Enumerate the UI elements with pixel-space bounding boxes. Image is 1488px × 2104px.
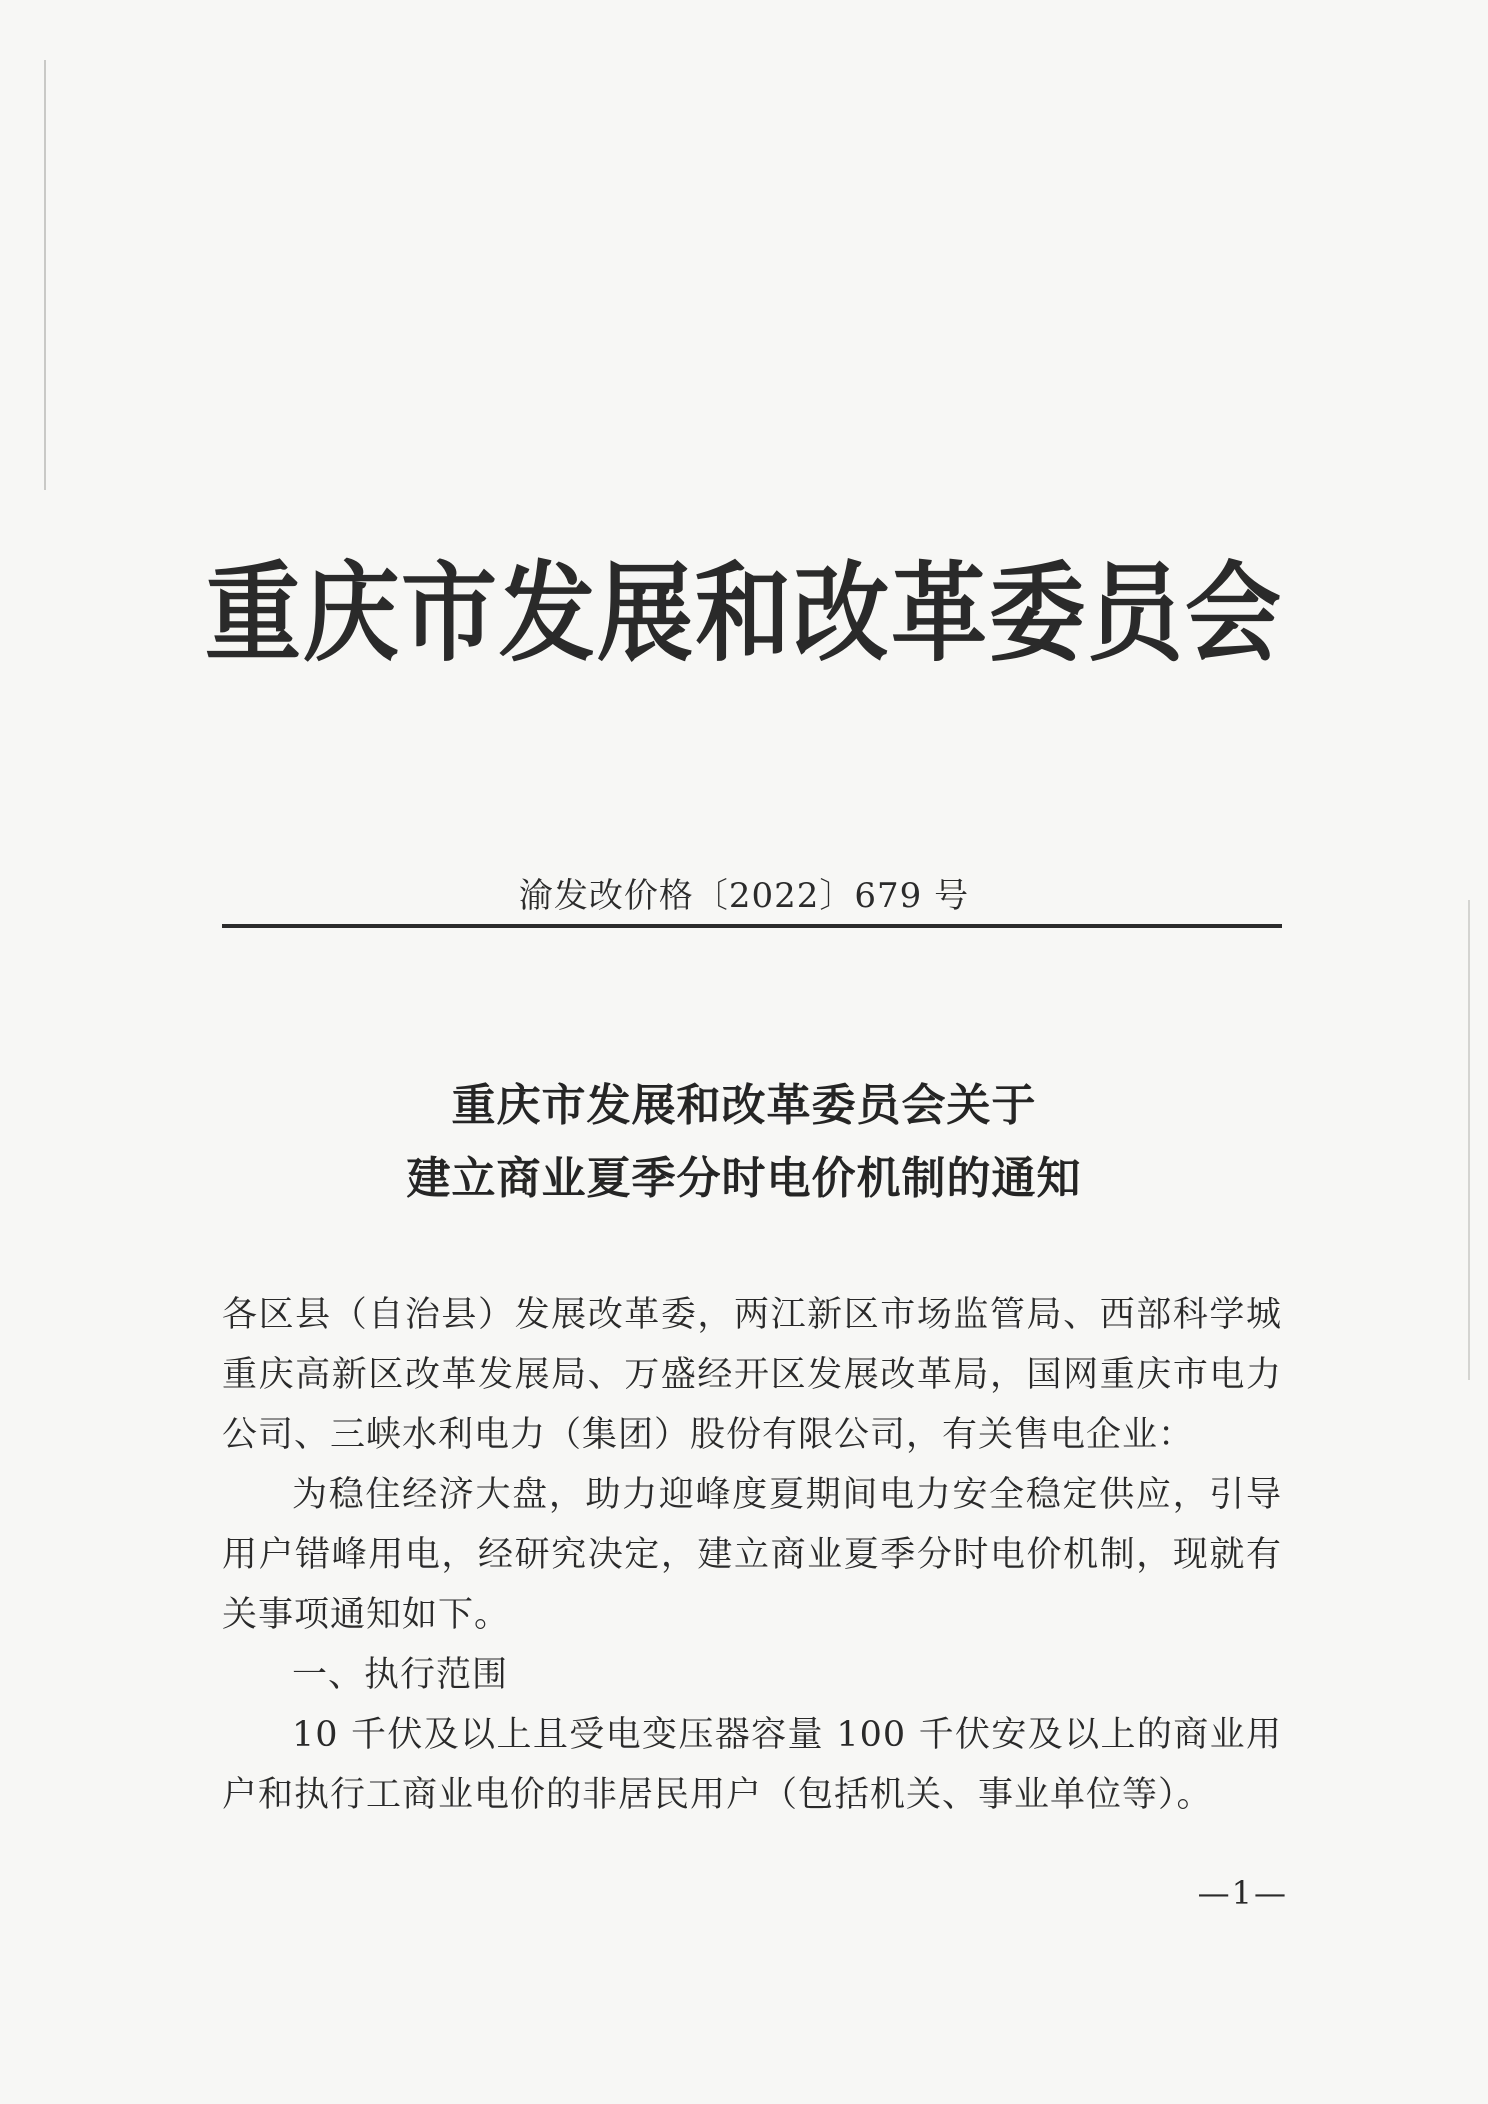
document-title-line-1: 重庆市发展和改革委员会关于 xyxy=(451,1080,1037,1131)
document-title-line-2: 建立商业夏季分时电价机制的通知 xyxy=(406,1153,1082,1204)
section-heading: 一、执行范围 xyxy=(292,1655,509,1695)
scan-edge-line xyxy=(44,60,46,490)
recipients-paragraph: 各区县（自治县）发展改革委，两江新区市场监管局、西部科学城重庆高新区改革发展局、万盛经开区发展改革局，国网重庆市电力公司、三峡水利电力（集团）股份有限公司，有关售电企业： xyxy=(222,1295,1282,1455)
header-divider xyxy=(222,924,1282,928)
page-number: —1— xyxy=(1197,1874,1288,1912)
agency-header: 重庆市发展和改革委员会 xyxy=(205,551,1283,677)
document-number: 渝发改价格〔2022〕679 号 xyxy=(518,876,970,916)
section-paragraph: 10 千伏及以上且受电变压器容量 100 千伏安及以上的商业用户和执行工商业电价的非居民用户（包括机关、事业单位等）。 xyxy=(222,1715,1282,1815)
document-body xyxy=(222,1285,1282,1825)
scan-edge-line xyxy=(1468,900,1470,1380)
intro-paragraph: 为稳住经济大盘，助力迎峰度夏期间电力安全稳定供应，引导用户错峰用电，经研究决定，建立商业夏季分时电价机制，现就有关事项通知如下。 xyxy=(222,1475,1282,1635)
